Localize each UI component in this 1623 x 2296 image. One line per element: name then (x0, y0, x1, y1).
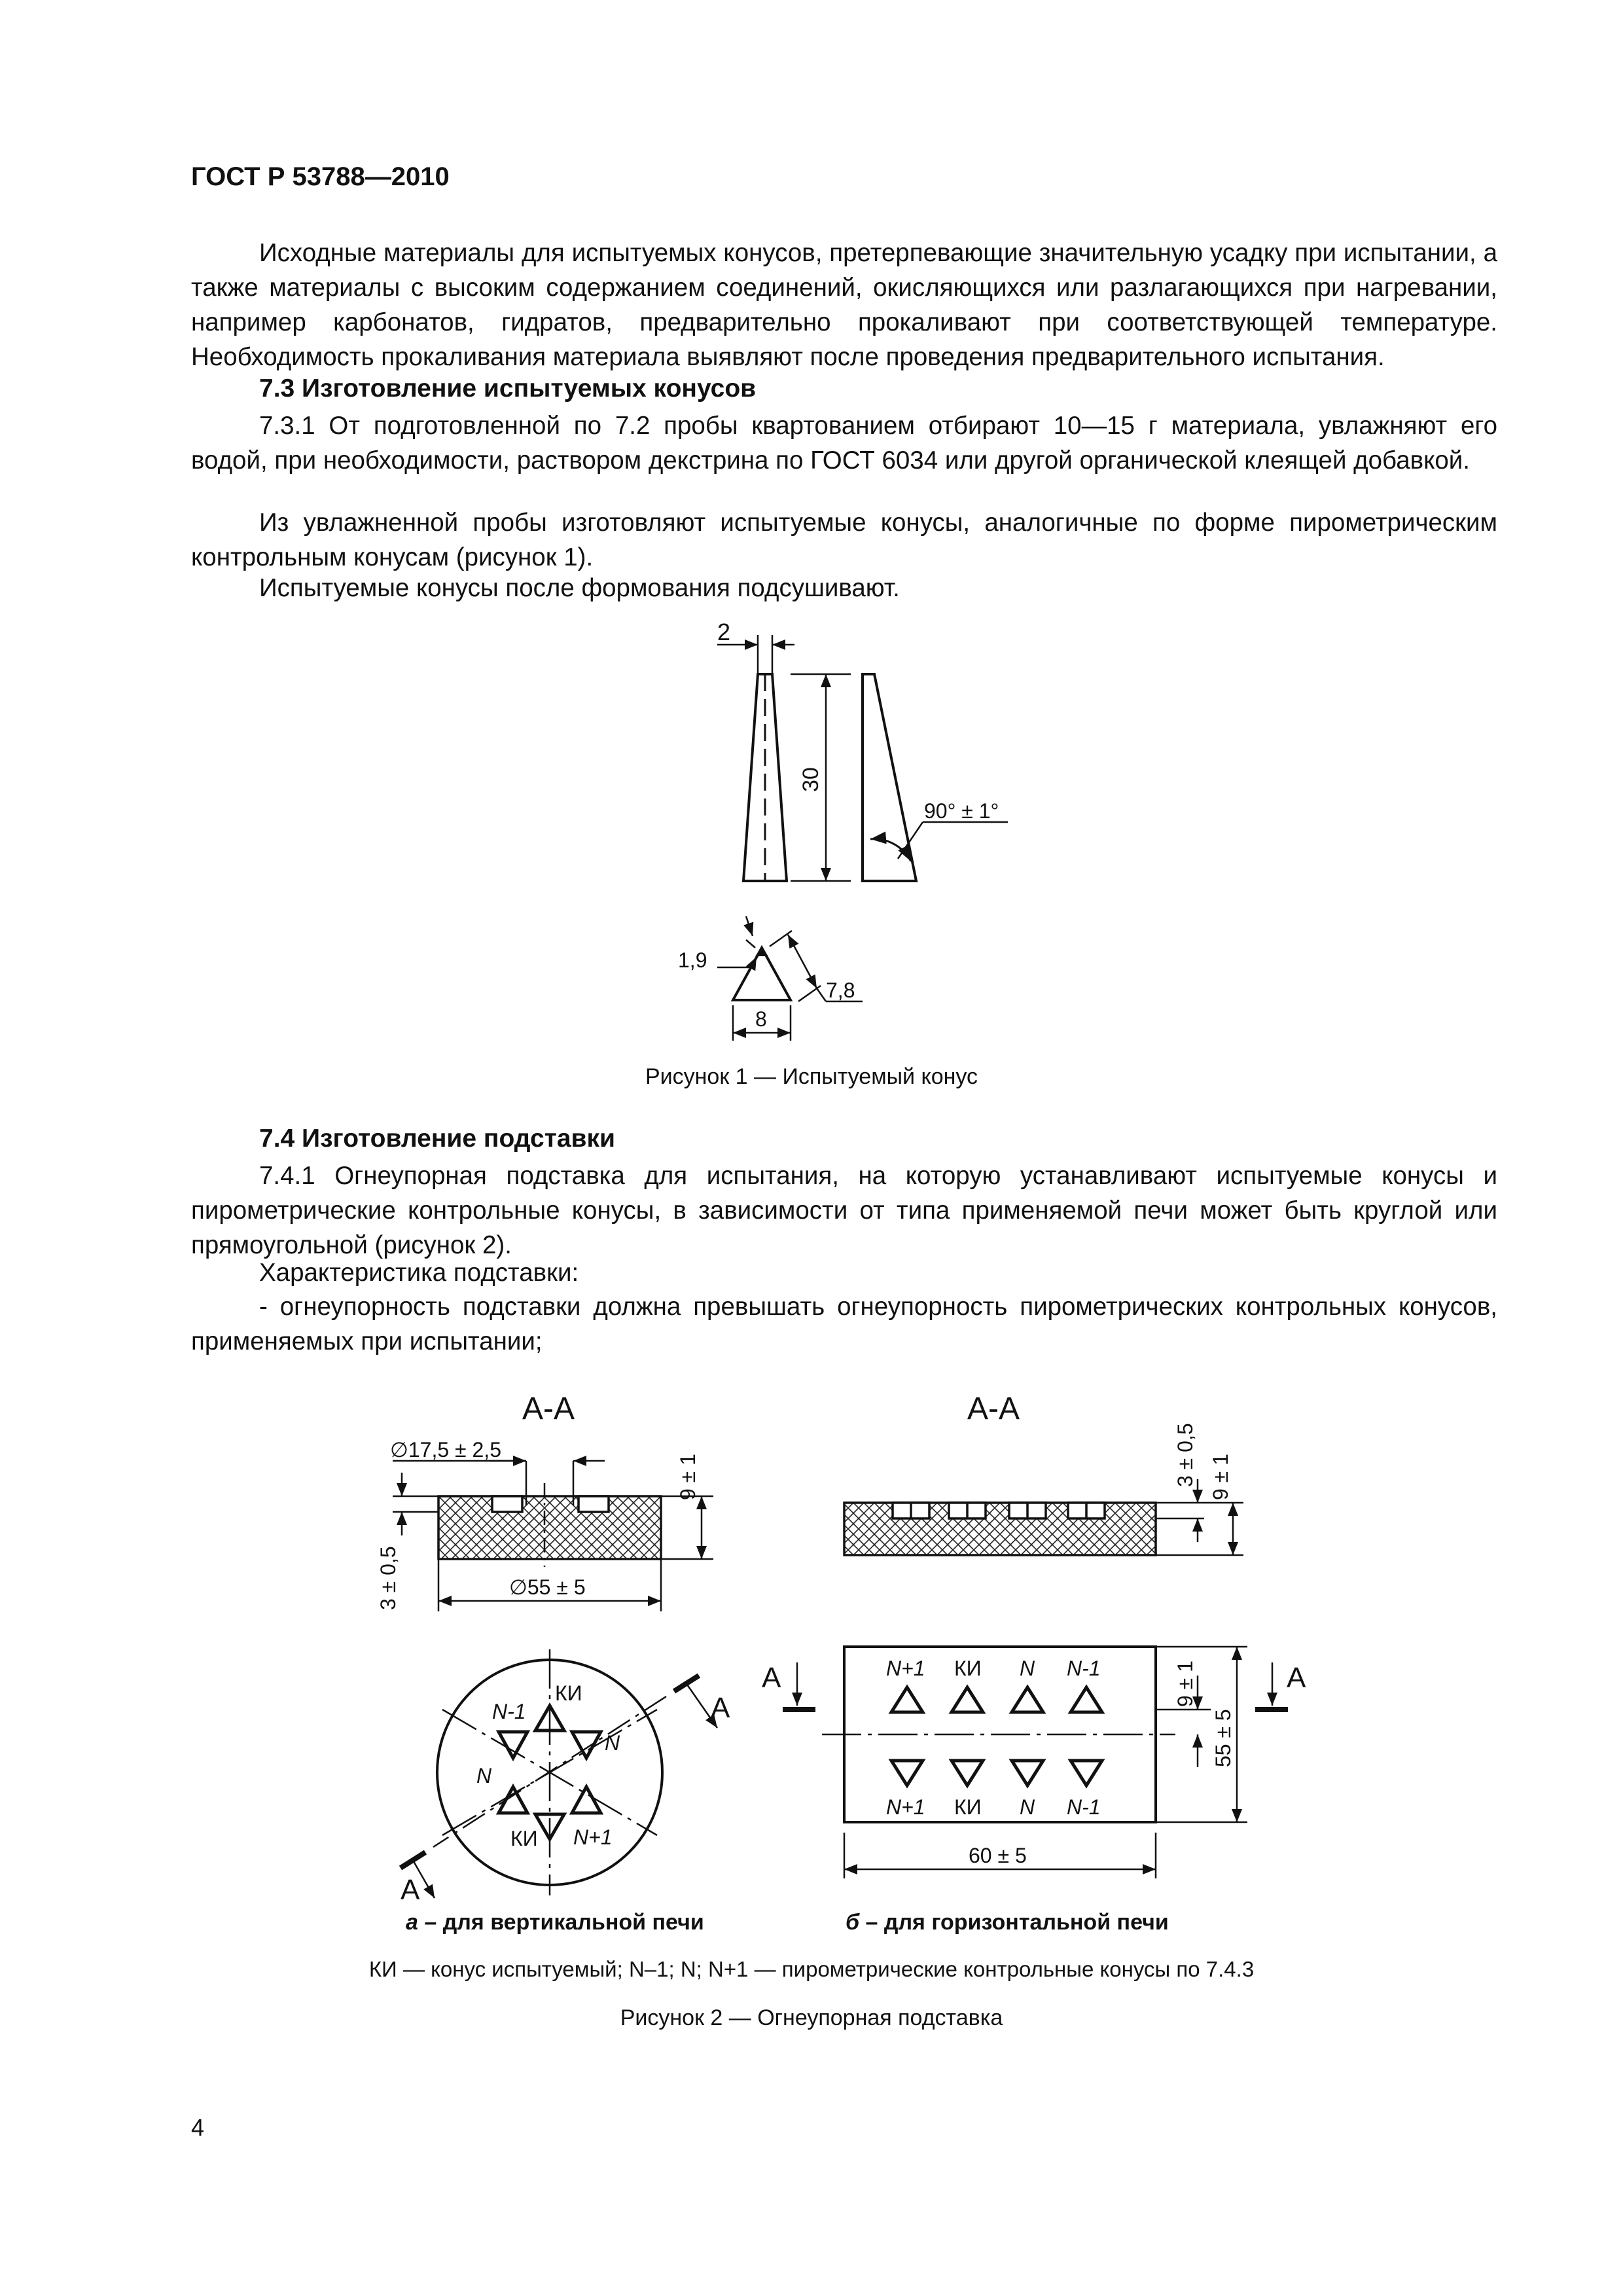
fig2b-bottom-np1: N+1 (886, 1795, 925, 1819)
figure-2-caption: Рисунок 2 — Огнеупорная подставка (620, 2005, 1003, 2030)
paragraph-7-3-1: 7.3.1 От подготовленной по 7.2 пробы квартованием отбирают 10—15 г материала, увлажняют его водой, при необходимости, раствором декстрина по ГОСТ 6034 или другой органической клеящей добавкой. (191, 412, 1497, 475)
fig2a-thickness: 9 ± 1 (676, 1454, 700, 1500)
paragraph-7-4-1: 7.4.1 Огнеупорная подставка для испытания, на которую устанавливают испытуемые конусы и пирометрические контрольные конусы, в зависимости от типа применяемой печи может быть круглой или прямоугольной (рисунок 2). (191, 1162, 1497, 1259)
figure-2-legend: КИ — конус испытуемый; N–1; N; N+1 — пирометрические контрольные конусы по 7.4.3 (368, 1957, 1255, 1981)
fig2b-thickness: 9 ± 1 (1209, 1454, 1232, 1500)
fig1-angle: 90° ± 1° (924, 799, 999, 823)
fig1-dim-edge: 1,9 (678, 948, 707, 972)
fig2a-label-np1: N+1 (573, 1825, 613, 1849)
fig2b-width: 60 ± 5 (969, 1844, 1027, 1867)
fig2b-top-np1: N+1 (886, 1657, 925, 1680)
fig2a-label-nm1: N-1 (492, 1700, 526, 1723)
fig2a-cut-letter-bottom: A (401, 1874, 420, 1906)
fig2a-label-ki-bottom: КИ (510, 1827, 538, 1850)
fig1-dim-top: 2 (717, 619, 731, 645)
fig2b-depth: 3 ± 0,5 (1173, 1423, 1197, 1487)
fig2b-top-nm1: N-1 (1067, 1657, 1101, 1680)
paragraph-drying: Испытуемые конусы после формования подсушивают. (259, 574, 900, 602)
fig2a-diam-large: ∅55 ± 5 (509, 1575, 586, 1599)
fig2b-top-n: N (1020, 1657, 1035, 1680)
fig1-dim-side: 7,8 (826, 978, 855, 1002)
fig2b-bottom-nm1: N-1 (1067, 1795, 1101, 1819)
page-number: 4 (191, 2114, 205, 2141)
fig2a-label-n-right: N (605, 1731, 620, 1755)
fig2a-cut-letter-top: A (711, 1692, 730, 1724)
fig1-dim-base: 8 (755, 1007, 767, 1031)
paragraph-raw-materials: Исходные материалы для испытуемых конусов, претерпевающие значительную усадку при испытании, а также материалы с высоким содержанием соединений, окисляющихся или разлагающихся при нагревании, например карбонатов, гидратов, предварительно прокаливают при соответствующей температуре. Необходимость прокаливания материала выявляют после проведения предварительного испытания. (191, 239, 1497, 371)
fig2a-label-ki-top: КИ (555, 1681, 582, 1705)
fig2a-depth: 3 ± 0,5 (376, 1546, 400, 1610)
fig2b-height: 55 ± 5 (1211, 1709, 1235, 1767)
fig2b-bottom-n: N (1020, 1795, 1035, 1819)
fig2a-label-n-left: N (476, 1764, 492, 1787)
paragraph-characteristics: Характеристика подставки: (259, 1259, 579, 1287)
paragraph-refractoriness: - огнеупорность подставки должна превышать огнеупорность пирометрических контрольных конусов, применяемых при испытании; (191, 1293, 1497, 1355)
fig2a-section-label: А-А (522, 1391, 575, 1426)
fig2b-bottom-ki: КИ (954, 1795, 982, 1819)
fig2b-offset: 9 ± 1 (1173, 1660, 1197, 1707)
fig2a-diam-small: ∅17,5 ± 2,5 (390, 1438, 501, 1462)
document-header: ГОСТ Р 53788—2010 (191, 162, 450, 191)
paragraph-cone-making: Из увлажненной пробы изготовляют испытуемые конусы, аналогичные по форме пирометрическим контрольным конусам (рисунок 1). (191, 509, 1497, 571)
fig2b-cut-letter-right: A (1287, 1662, 1306, 1694)
fig2b-section-view (844, 1479, 1243, 1555)
section-heading-7-3: 7.3 Изготовление испытуемых конусов (259, 374, 757, 403)
fig2b-cut-letter-left: A (762, 1662, 781, 1694)
fig1-dim-height: 30 (798, 767, 823, 792)
fig2b-section-label: А-А (967, 1391, 1020, 1426)
subcaption-b: б – для горизонтальной печи (846, 1910, 1169, 1935)
section-heading-7-4: 7.4 Изготовление подставки (259, 1124, 615, 1153)
fig2b-top-ki: КИ (954, 1657, 982, 1680)
figure-1-test-cone (717, 635, 1008, 1041)
subcaption-a: а – для вертикальной печи (406, 1910, 704, 1935)
figure-1-caption: Рисунок 1 — Испытуемый конус (645, 1064, 978, 1089)
